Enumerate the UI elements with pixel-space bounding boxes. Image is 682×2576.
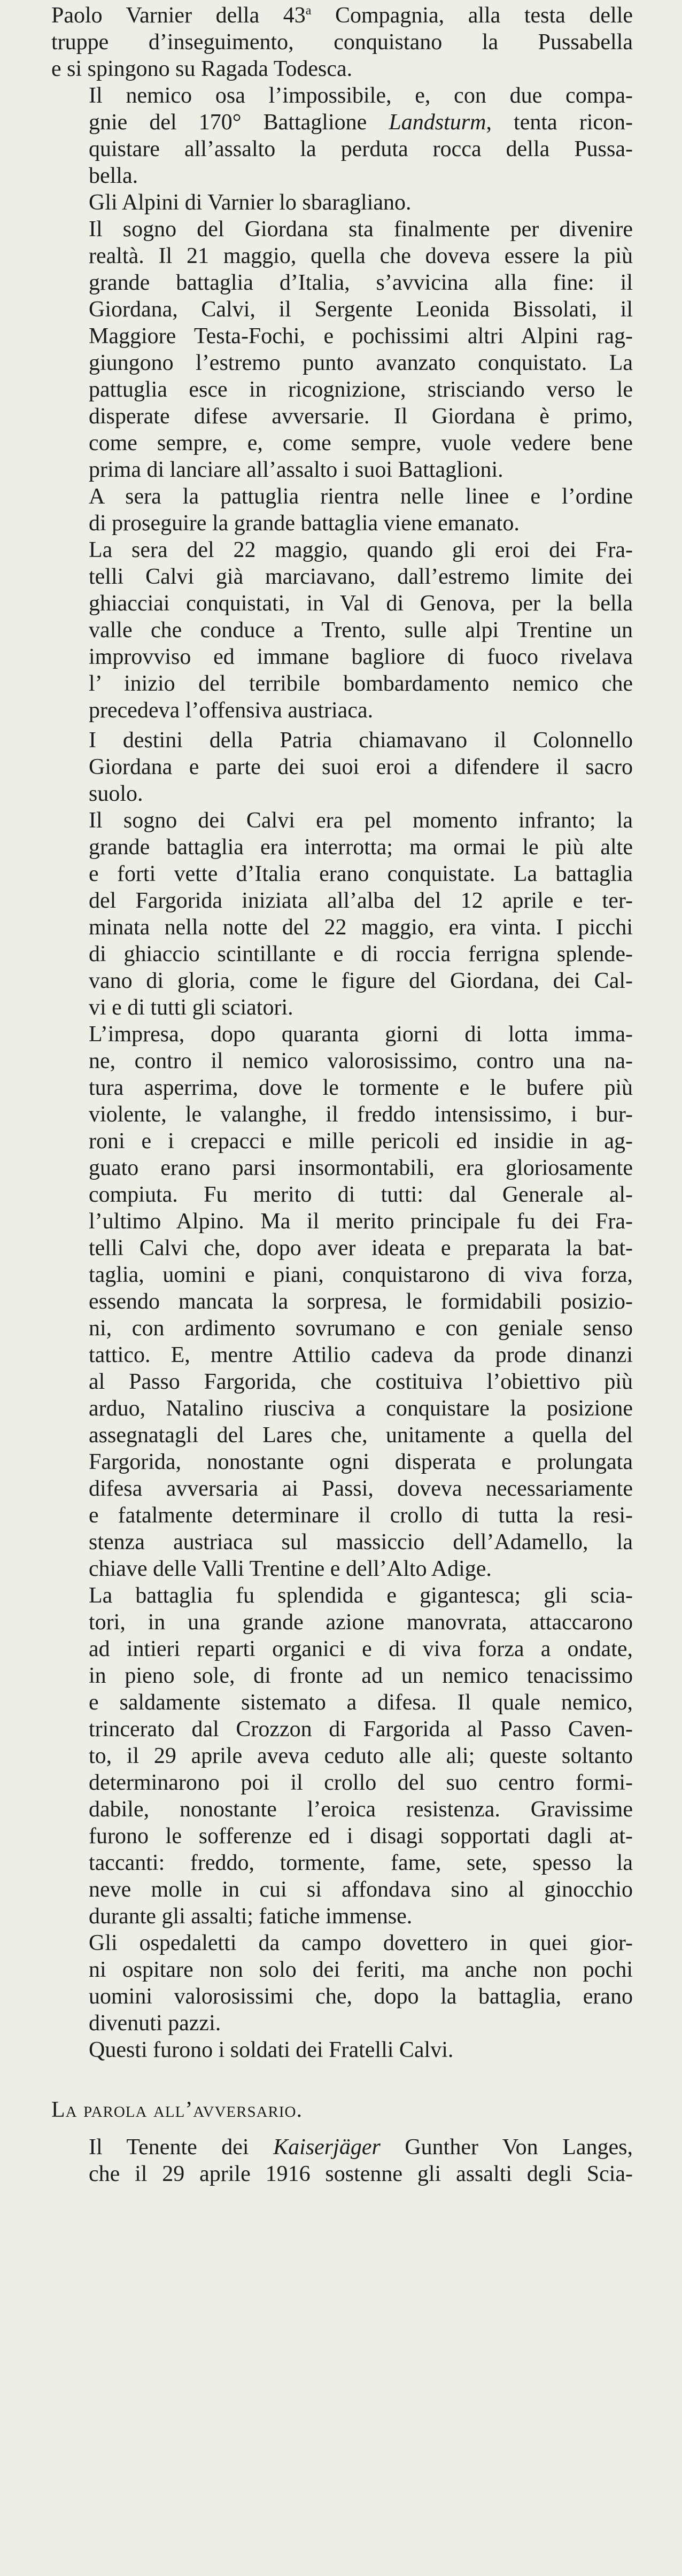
text-line: bella. [89, 164, 138, 188]
text-line: A sera la pattuglia rientra nelle linee e l’ordine [89, 484, 633, 509]
text-line: quistare all’assalto la perduta rocca della Pussa- [89, 137, 633, 161]
text-line: ni, con ardimento sovrumano e con geniale senso [89, 1316, 633, 1341]
text-line: giungono l’estremo punto avanzato conquistato. La [89, 351, 633, 375]
text-line: uomini valorosissimi che, dopo la battaglia, erano [89, 1984, 633, 2009]
text-line: l’ultimo Alpino. Ma il merito principale fu dei Fra- [89, 1209, 633, 1234]
text-line: e si spingono su Ragada Todesca. [51, 57, 353, 81]
text-line: roni e i crepacci e mille pericoli ed insidie in ag- [89, 1129, 633, 1154]
paragraph-8 [51, 807, 633, 1021]
text-line: vano di gloria, come le figure del Giordana, dei Cal- [89, 969, 633, 993]
text-line: furono le sofferenze ed i disagi sopportati dagli at- [89, 1824, 633, 1848]
text-line: vi e di tutti gli sciatori. [89, 995, 293, 1020]
text-line: Il Tenente dei Kaiserjäger Gunther Von Langes, [89, 2135, 633, 2160]
section-heading: La parola all’avversario. [51, 2098, 303, 2122]
text-line: Questi furono i soldati dei Fratelli Calvi. [89, 2038, 454, 2062]
text-line: ni ospitare non solo dei feriti, ma anche non pochi [89, 1958, 633, 1982]
text-line: violente, le valanghe, il freddo intensissimo, i bur- [89, 1102, 633, 1127]
text-line: che il 29 aprile 1916 sostenne gli assalti degli Scia- [89, 2162, 633, 2186]
paragraph-11 [51, 1930, 633, 2037]
text-line: e fatalmente determinare il crollo di tutta la resi- [89, 1503, 633, 1528]
text-line: e forti vette d’Italia erano conquistate. La battaglia [89, 862, 633, 886]
text-line: suolo. [89, 782, 143, 806]
closing-paragraph [51, 2134, 633, 2187]
text-line: realtà. Il 21 maggio, quella che doveva essere la più [89, 244, 633, 268]
text-line: pattuglia esce in ricognizione, strisciando verso le [89, 377, 633, 402]
text-line: di ghiaccio scintillante e di roccia ferrigna splende- [89, 942, 633, 966]
text-line: precedeva l’offensiva austriaca. [89, 698, 374, 723]
paragraph-9 [51, 1021, 633, 1582]
text-line: essendo mancata la sorpresa, le formidabili posizio- [89, 1289, 633, 1314]
text-line: difesa avversaria ai Passi, doveva necessariamente [89, 1476, 633, 1501]
text-line: to, il 29 aprile aveva ceduto alle ali; queste soltanto [89, 1744, 633, 1768]
text-line: Il nemico osa l’impossibile, e, con due compa- [89, 83, 633, 108]
paragraph-1 [51, 2, 633, 82]
text-line: al Passo Fargorida, che costituiva l’obiettivo più [89, 1370, 633, 1394]
text-line: Gli Alpini di Varnier lo sbaragliano. [89, 190, 412, 215]
text-line: neve molle in cui si affondava sino al ginocchio [89, 1877, 633, 1902]
text-line: grande battaglia d’Italia, s’avvicina alla fine: il [89, 270, 633, 295]
paragraph-3 [51, 189, 633, 216]
text-line: e saldamente sistemato a difesa. Il quale nemico, [89, 1690, 633, 1715]
text-line: prima di lanciare all’assalto i suoi Battaglioni. [89, 458, 503, 482]
text-line: trincerato dal Crozzon di Fargorida al Passo Caven- [89, 1717, 633, 1742]
text-line: improvviso ed immane bagliore di fuoco rivelava [89, 645, 633, 669]
text-line: telli Calvi che, dopo aver ideata e preparata la bat- [89, 1236, 633, 1260]
text-line: L’impresa, dopo quaranta giorni di lotta imma- [89, 1022, 633, 1047]
text-line: tura asperrima, dove le tormente e le bufere più [89, 1076, 633, 1100]
text-line: ghiacciai conquistati, in Val di Genova, per la bella [89, 591, 633, 616]
paragraph-10 [51, 1582, 633, 1930]
text-line: tattico. E, mentre Attilio cadeva da prode dinanzi [89, 1343, 633, 1367]
text-line: I destini della Patria chiamavano il Colonnello [89, 728, 633, 753]
paragraph-5 [51, 483, 633, 537]
text-line: taccanti: freddo, tormente, fame, sete, spesso la [89, 1851, 633, 1875]
paragraph-2 [51, 82, 633, 189]
text-line: durante gli assalti; fatiche immense. [89, 1904, 413, 1929]
text-line: dabile, nonostante l’eroica resistenza. Gravissime [89, 1797, 633, 1822]
text-line: chiave delle Valli Trentine e dell’Alto Adige. [89, 1557, 492, 1581]
text-line: assegnatagli del Lares che, unitamente a quella del [89, 1423, 633, 1448]
text-line: in pieno sole, di fronte ad un nemico tenacissimo [89, 1664, 633, 1688]
text-line: divenuti pazzi. [89, 2011, 221, 2036]
text-line: arduo, Natalino riusciva a conquistare la posizione [89, 1396, 633, 1421]
text-line: Giordana, Calvi, il Sergente Leonida Bissolati, il [89, 297, 633, 322]
text-line: Giordana e parte dei suoi eroi a difendere il sacro [89, 755, 633, 779]
text-line: ne, contro il nemico valorosissimo, contro una na- [89, 1049, 633, 1073]
text-line: tori, in una grande azione manovrata, attaccarono [89, 1610, 633, 1635]
text-line: determinarono poi il crollo del suo centro formi- [89, 1770, 633, 1795]
text-line: minata nella notte del 22 maggio, era vinta. I picchi [89, 915, 633, 940]
text-line: truppe d’inseguimento, conquistano la Pussabella [51, 30, 633, 55]
text-line: disperate difese avversarie. Il Giordana è primo, [89, 404, 633, 429]
paragraph-12 [51, 2037, 633, 2063]
text-line: La battaglia fu splendida e gigantesca; gli scia- [89, 1583, 633, 1608]
text-line: La sera del 22 maggio, quando gli eroi dei Fra- [89, 538, 633, 562]
text-line: valle che conduce a Trento, sulle alpi Trentine un [89, 618, 633, 643]
text-line: ad intieri reparti organici e di viva forza a ondate, [89, 1637, 633, 1661]
paragraph-6 [51, 537, 633, 724]
text-line: di proseguire la grande battaglia viene emanato. [89, 511, 520, 536]
text-line: l’ inizio del terribile bombardamento nemico che [89, 671, 633, 696]
text-line: del Fargorida iniziata all’alba del 12 aprile e ter- [89, 888, 633, 913]
text-line: telli Calvi già marciavano, dall’estremo limite dei [89, 564, 633, 589]
paragraph-7 [51, 727, 633, 807]
text-line: Il sogno dei Calvi era pel momento infranto; la [89, 808, 633, 833]
text-line: guato erano parsi insormontabili, era gloriosamente [89, 1156, 633, 1180]
text-line: Paolo Varnier della 43$^a$ Compagnia, alla testa delle [51, 3, 633, 28]
text-line: come sempre, e, come sempre, vuole vedere bene [89, 431, 633, 455]
text-line: compiuta. Fu merito di tutti: dal Generale al- [89, 1182, 633, 1207]
text-line: taglia, uomini e piani, conquistarono di viva forza, [89, 1263, 633, 1287]
text-line: Maggiore Testa-Fochi, e pochissimi altri Alpini rag- [89, 324, 633, 349]
text-line: Gli ospedaletti da campo dovettero in quei gior- [89, 1931, 633, 1955]
text-line: gnie del 170° Battaglione Landsturm, tenta ricon- [89, 110, 633, 135]
text-line: stenza austriaca sul massiccio dell’Adamello, la [89, 1530, 633, 1554]
text-line: Fargorida, nonostante ogni disperata e prolungata [89, 1450, 633, 1474]
text-line: Il sogno del Giordana sta finalmente per divenire [89, 217, 633, 242]
paragraph-4 [51, 216, 633, 483]
text-line: grande battaglia era interrotta; ma ormai le più alte [89, 835, 633, 860]
text-column [51, 2, 633, 2187]
